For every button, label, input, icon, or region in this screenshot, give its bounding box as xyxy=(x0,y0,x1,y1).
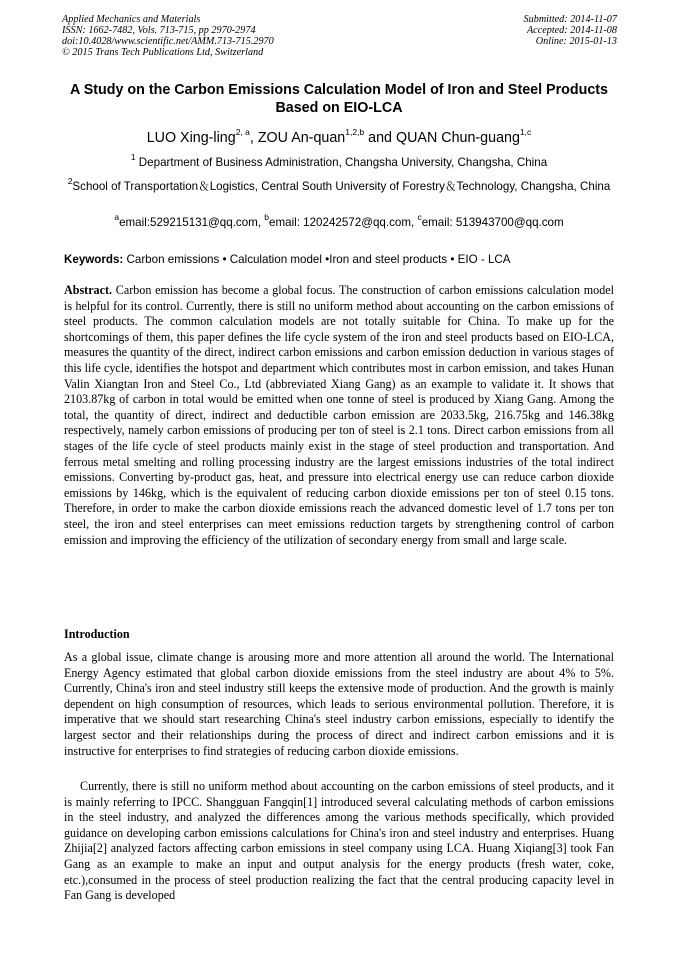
journal-name: Applied Mechanics and Materials xyxy=(62,14,201,25)
abstract-text: Carbon emission has become a global focus. The construction of carbon emissions calculation model is helpful for its control. Currently, there is still no uniform method about accounting on the carbon emissions of steel products. The common calculation models are not totally suitable for China. To make up for the shortcomings of them, this paper defines the life cycle system of the iron and steel products based on EIO-LCA, measures the quantity of the direct, indirect carbon emissions and carbon emission deduction in various stages of this life cycle, identifies the hotspot and department which contributes most in carbon emission, and takes Hunan Valin Xiangtan Iron and Steel Co., Ltd (abbreviated Xiang Gang) as an example to validate it. It shows that 2103.87kg of carbon in total would be emitted when one tonne of steel is produced by Xiang Gang. Among the total, the quantity of direct, indirect and deductible carbon emission are 2033.5kg, 216.75kg and 146.38kg respectively, namely carbon emissions of producing per ton of steel is 2.1 tons. Direct carbon emissions from all stages of the life cycle of steel products mainly exist in the stage of steel production and transportation. And ferrous metal smelting and rolling processing industry are the largest emissions industries of the total indirect emissions. Converting by-product gas, heat, and pressure into electrical energy use can reduce carbon dioxide emissions by 146kg, which is the equivalent of reducing carbon dioxide emissions per ton of steel 0.15 tons. Therefore, in order to make the carbon dioxide emissions reach the advanced domestic level of 1.7 tons per ton steel, the iron and steel enterprises can meet emissions reduction targets by strengthening control of carbon emission and improving the efficiency of the utilization of secondary energy from small and large scale. xyxy=(64,283,614,547)
introduction-paragraph-2: Currently, there is still no uniform method about accounting on the carbon emissions of steel products, and it is mainly referring to IPCC. Shangguan Fangqin[1] introduced several calculating methods of carbon emissions in the steel industry, and analyzed the differences among the various methods specifically, which provided guidance on developing carbon emissions calculations for China's iron and steel industry and enterprises. Huang Zhijia[2] analyzed factors affecting carbon emissions in steel company using LCA. Huang Xiqiang[3] took Fan Gang as an example to make an input and output analysis for the energy products (fresh water, coke, etc.),consumed in the process of steel production realizing the fact that the central producing capacity level in Fan Gang is developed xyxy=(64,779,614,903)
author-separator: and xyxy=(364,130,396,146)
online-date: Online: 2015-01-13 xyxy=(535,36,617,47)
submission-dates xyxy=(524,14,617,47)
affiliation-1-marker: 1 xyxy=(130,152,136,163)
affiliation-2-marker: 2 xyxy=(67,176,73,187)
affiliation-1 xyxy=(60,152,618,171)
submitted-date: Submitted: 2014-11-07 xyxy=(523,14,617,25)
author-list xyxy=(50,129,628,147)
accepted-date: Accepted: 2014-11-08 xyxy=(526,25,617,36)
email-b-marker: b xyxy=(264,212,270,223)
author-separator: , xyxy=(249,130,258,146)
author-2-affil: 1,2,b xyxy=(345,127,365,138)
author-3-affil: 1,c xyxy=(519,127,532,138)
email-a-marker: a xyxy=(114,212,120,223)
affiliation-2 xyxy=(60,176,618,195)
email-c: email: 513943700@qq.com xyxy=(421,216,564,229)
email-b: email: 120242572@qq.com, xyxy=(269,216,418,229)
email-a: email:529215131@qq.com, xyxy=(119,216,265,229)
author-2: ZOU An-quan xyxy=(257,130,346,146)
introduction-paragraph-1: As a global issue, climate change is arousing more and more attention all around the world. The International Energy Agency estimated that global carbon dioxide emissions from the steel industry are about 4% to 5%. Currently, China's iron and steel industry still keeps the extensive mode of production. And the growth is mainly dependent on high consumption of resources, which leads to serious environmental pollution. Therefore, it is imperative that we should start researching China's steel industry carbon emissions, especially to identify the largest sector and their relationships during the process of direct and indirect carbon emissions and it is instructive for enterprises to find strategies of reducing carbon dioxide emissions. xyxy=(64,650,614,758)
abstract xyxy=(64,283,614,548)
affiliation-2-text: School of Transportation＆Logistics, Central South University of Forestry＆Technology, Changsha, China xyxy=(72,180,611,193)
author-3: QUAN Chun-guang xyxy=(395,130,520,146)
author-1-affil: 2, a xyxy=(235,127,250,138)
affiliation-1-text: Department of Business Administration, Changsha University, Changsha, China xyxy=(135,156,548,169)
author-1: LUO Xing-ling xyxy=(146,130,236,146)
keywords-label: Keywords: xyxy=(64,253,124,266)
introduction-heading: Introduction xyxy=(64,627,130,641)
paper-title: A Study on the Carbon Emissions Calculation Model of Iron and Steel Products Based on EIO-LCA xyxy=(69,82,609,116)
abstract-label: Abstract. xyxy=(64,283,113,297)
journal-info xyxy=(62,14,274,58)
email-line xyxy=(60,212,618,231)
issn-line: ISSN: 1662-7482, Vols. 713-715, pp 2970-2974 xyxy=(62,25,256,36)
keywords-text: Carbon emissions • Calculation model •Iron and steel products • EIO - LCA xyxy=(123,253,511,266)
email-c-marker: c xyxy=(417,212,422,223)
copyright-line: © 2015 Trans Tech Publications Ltd, Switzerland xyxy=(62,47,264,58)
doi-line: doi:10.4028/www.scientific.net/AMM.713-715.2970 xyxy=(62,36,274,47)
keywords xyxy=(64,252,615,268)
